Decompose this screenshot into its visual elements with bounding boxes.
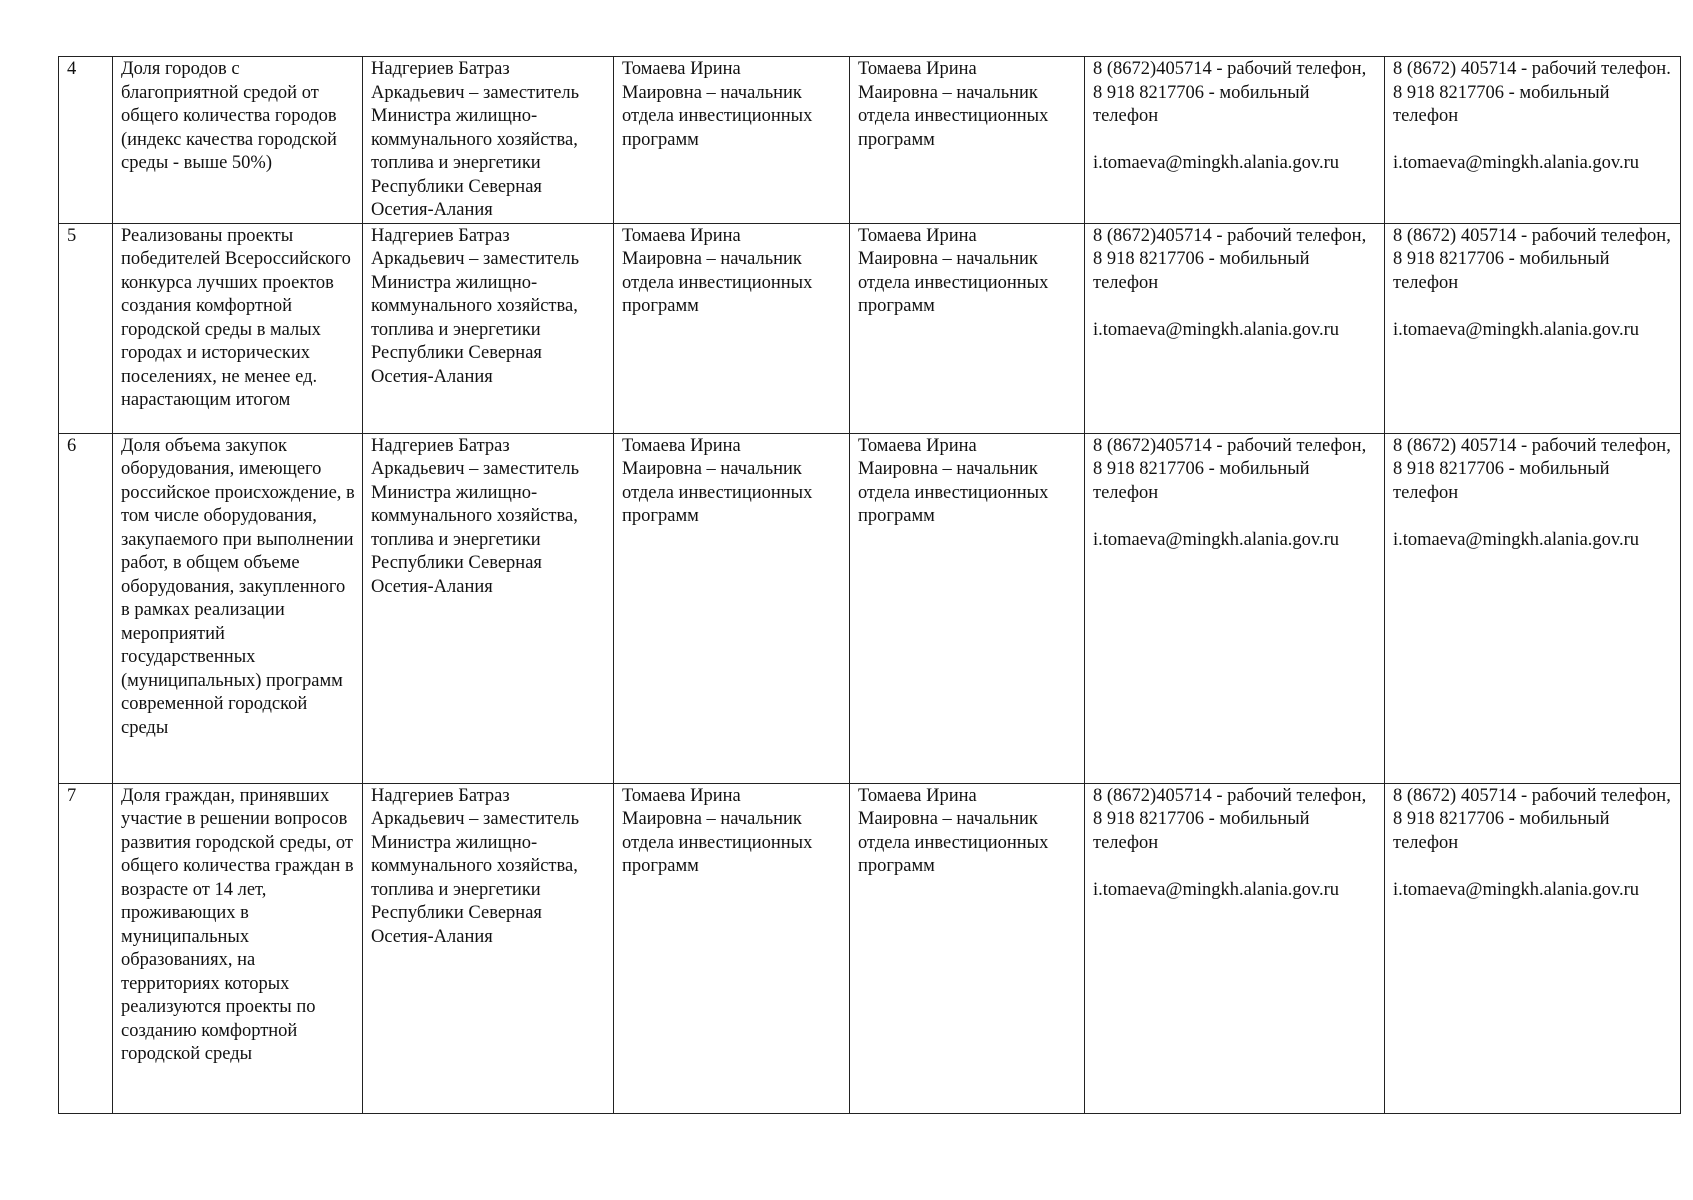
responsibility-table <box>58 56 1681 1114</box>
phone-email-cell <box>1085 223 1385 433</box>
row-number: 6 <box>59 433 113 783</box>
contact-cell: Томаева Ирина Маировна – начальник отдела инвестиционных программ <box>850 783 1085 1113</box>
row-number: 4 <box>59 57 113 224</box>
indicator-cell: Реализованы проекты победителей Всероссийского конкурса лучших проектов создания комфортной городской среды в малых городах и исторических поселениях, не менее ед. нарастающим итогом <box>113 223 363 433</box>
email-link[interactable]: i.tomaeva@mingkh.alania.gov.ru <box>1393 319 1639 340</box>
executor-cell: Томаева Ирина Маировна – начальник отдела инвестиционных программ <box>614 57 850 224</box>
work-phone: 8 (8672)405714 - рабочий телефон, <box>1093 59 1367 79</box>
email-link[interactable]: i.tomaeva@mingkh.alania.gov.ru <box>1393 879 1639 900</box>
indicator-cell: Доля объема закупок оборудования, имеющего российское происхождение, в том числе оборудования, закупаемого при выполнении работ, в общем объеме оборудования, закупленного в рамках реализации мероприятий государственных (муниципальных) программ современной городской среды <box>113 433 363 783</box>
phone-email-cell <box>1385 783 1681 1113</box>
email-link[interactable]: i.tomaeva@mingkh.alania.gov.ru <box>1093 879 1339 900</box>
phone-email-cell <box>1085 433 1385 783</box>
mobile-phone: 8 918 8217706 - мобильный телефон <box>1393 82 1610 126</box>
mobile-phone: 8 918 8217706 - мобильный телефон <box>1093 249 1310 293</box>
row-number: 5 <box>59 223 113 433</box>
work-phone: 8 (8672)405714 - рабочий телефон, <box>1093 785 1367 806</box>
phone-email-cell <box>1085 57 1385 224</box>
mobile-phone: 8 918 8217706 - мобильный телефон <box>1393 809 1610 853</box>
table-row <box>59 223 1681 433</box>
phone-email-cell <box>1085 783 1385 1113</box>
work-phone: 8 (8672) 405714 - рабочий телефон. <box>1393 59 1671 79</box>
contact-cell: Томаева Ирина Маировна – начальник отдела инвестиционных программ <box>850 223 1085 433</box>
contact-cell: Томаева Ирина Маировна – начальник отдела инвестиционных программ <box>850 57 1085 224</box>
work-phone: 8 (8672)405714 - рабочий телефон, <box>1093 225 1367 246</box>
email-link[interactable]: i.tomaeva@mingkh.alania.gov.ru <box>1393 153 1639 173</box>
indicator-cell: Доля граждан, принявших участие в решении вопросов развития городской среды, от общего количества граждан в возрасте от 14 лет, проживающих в муниципальных образованиях, на территориях которых реализуются проекты по созданию комфортной городской среды <box>113 783 363 1113</box>
phone-email-cell <box>1385 223 1681 433</box>
work-phone: 8 (8672) 405714 - рабочий телефон, <box>1393 435 1671 456</box>
contact-cell: Томаева Ирина Маировна – начальник отдела инвестиционных программ <box>850 433 1085 783</box>
table-row <box>59 783 1681 1113</box>
responsible-cell: Надгериев Батраз Аркадьевич – заместитель Министра жилищно-коммунального хозяйства, топлива и энергетики Республики Северная Осетия-Алания <box>363 223 614 433</box>
email-link[interactable]: i.tomaeva@mingkh.alania.gov.ru <box>1093 319 1339 340</box>
email-link[interactable]: i.tomaeva@mingkh.alania.gov.ru <box>1093 529 1339 550</box>
executor-cell: Томаева Ирина Маировна – начальник отдела инвестиционных программ <box>614 223 850 433</box>
indicator-cell: Доля городов с благоприятной средой от общего количества городов (индекс качества городской среды - выше 50%) <box>113 57 363 224</box>
responsible-cell: Надгериев Батраз Аркадьевич – заместитель Министра жилищно-коммунального хозяйства, топлива и энергетики Республики Северная Осетия-Алания <box>363 783 614 1113</box>
phone-email-cell <box>1385 433 1681 783</box>
work-phone: 8 (8672) 405714 - рабочий телефон, <box>1393 785 1671 806</box>
mobile-phone: 8 918 8217706 - мобильный телефон <box>1093 459 1310 503</box>
mobile-phone: 8 918 8217706 - мобильный телефон <box>1393 459 1610 503</box>
executor-cell: Томаева Ирина Маировна – начальник отдела инвестиционных программ <box>614 783 850 1113</box>
executor-cell: Томаева Ирина Маировна – начальник отдела инвестиционных программ <box>614 433 850 783</box>
mobile-phone: 8 918 8217706 - мобильный телефон <box>1393 249 1610 293</box>
email-link[interactable]: i.tomaeva@mingkh.alania.gov.ru <box>1093 153 1339 173</box>
responsible-cell: Надгериев Батраз Аркадьевич – заместитель Министра жилищно-коммунального хозяйства, топлива и энергетики Республики Северная Осетия-Алания <box>363 433 614 783</box>
table-row <box>59 433 1681 783</box>
work-phone: 8 (8672)405714 - рабочий телефон, <box>1093 435 1367 456</box>
work-phone: 8 (8672) 405714 - рабочий телефон, <box>1393 225 1671 246</box>
responsible-cell: Надгериев Батраз Аркадьевич – заместитель Министра жилищно-коммунального хозяйства, топлива и энергетики Республики Северная Осетия-Алания <box>363 57 614 224</box>
mobile-phone: 8 918 8217706 - мобильный телефон <box>1093 809 1310 853</box>
table-row <box>59 57 1681 224</box>
email-link[interactable]: i.tomaeva@mingkh.alania.gov.ru <box>1393 529 1639 550</box>
phone-email-cell <box>1385 57 1681 224</box>
mobile-phone: 8 918 8217706 - мобильный телефон <box>1093 82 1310 126</box>
row-number: 7 <box>59 783 113 1113</box>
